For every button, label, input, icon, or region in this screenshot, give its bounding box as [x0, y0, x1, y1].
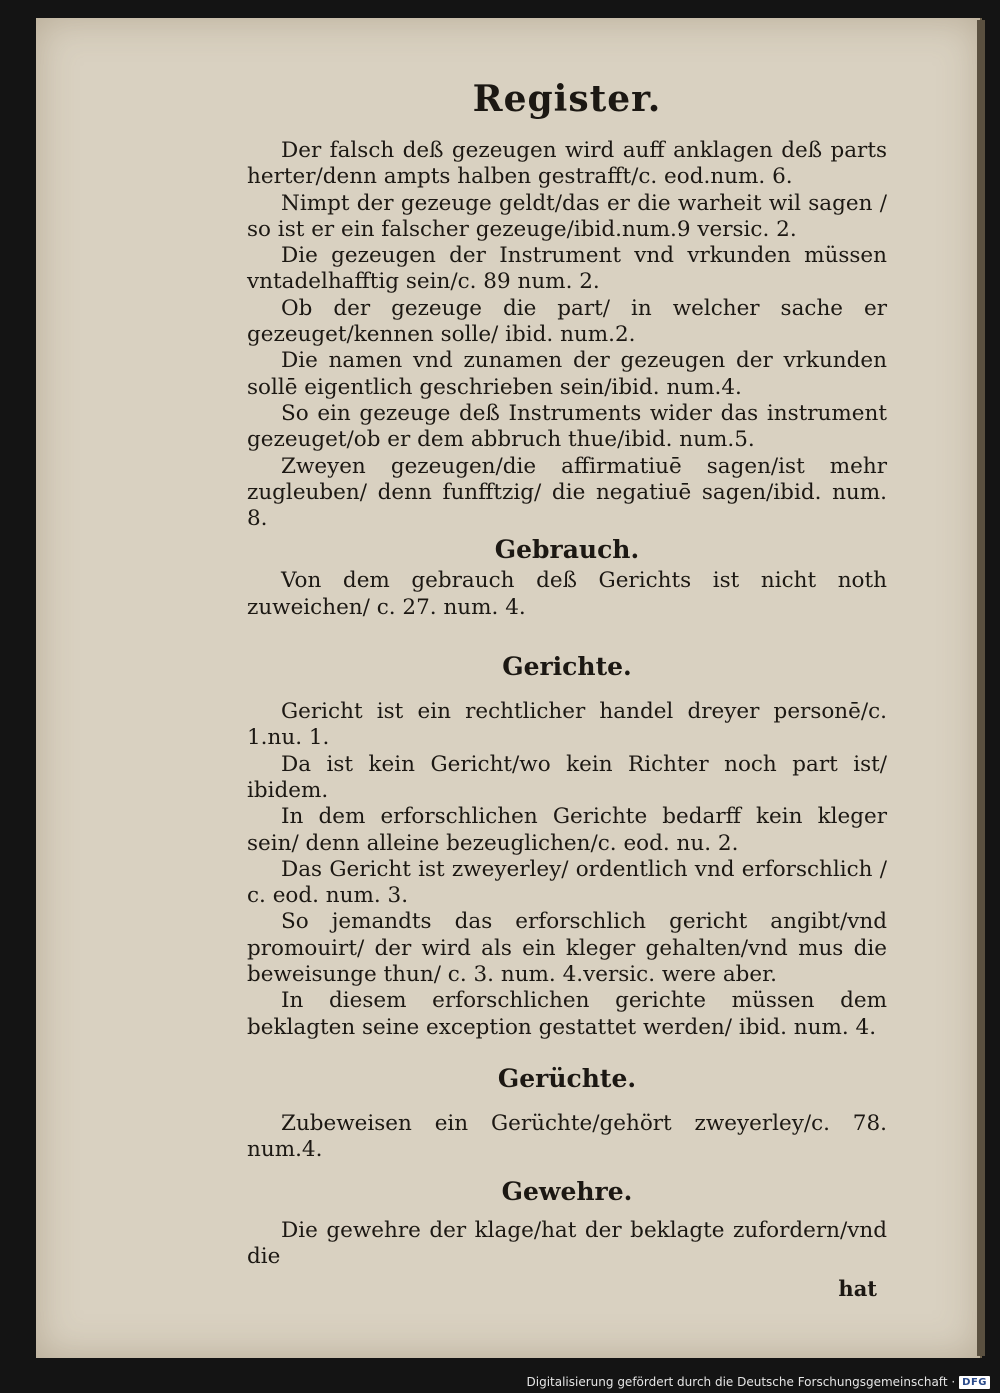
register-entry: Nimpt der gezeuge geldt/das er die warheit wil sagen / so ist er ein falscher gezeuge/ibid.num.9 versic. 2. [247, 190, 887, 242]
catchword: hat [838, 1276, 877, 1302]
register-entry: Der falsch deß gezeugen wird auff anklagen deß parts herter/denn ampts halben gestrafft/c. eod.num. 6. [247, 138, 887, 190]
text-column [247, 72, 887, 1302]
register-entry: So ein gezeuge deß Instruments wider das instrument gezeuget/ob er dem abbruch thue/ibid. num.5. [247, 400, 887, 453]
register-entry: Zubeweisen ein Gerüchte/gehört zweyerley/c. 78. num.4. [247, 1110, 887, 1163]
section-heading-gewehre: Gewehre. [501, 1176, 633, 1206]
register-entry: Gericht ist ein rechtlicher handel dreyer personē/c. 1.nu. 1. [247, 699, 887, 751]
dfg-logo-icon: DFG [959, 1376, 990, 1389]
register-entry: In dem erforschlichen Gerichte bedarff kein kleger sein/ denn alleine bezeuglichen/c. eod. nu. 2. [247, 804, 887, 856]
register-entry: Das Gericht ist zweyerley/ ordentlich vnd erforschlich / c. eod. num. 3. [247, 856, 887, 909]
page-title: Register. [472, 78, 662, 120]
register-entry: Die gewehre der klage/hat der beklagte zufordern/vnd die [247, 1217, 887, 1269]
register-entry: So jemandts das erforschlich gericht angibt/vnd promouirt/ der wird als ein kleger gehalten/vnd mus die beweisunge thun/ c. 3. num. 4.versic. were aber. [247, 909, 887, 988]
register-entry: Von dem gebrauch deß Gerichts ist nicht noth zuweichen/ c. 27. num. 4. [247, 568, 887, 620]
footer-credit [527, 1375, 990, 1389]
section-heading-geruchte: Gerüchte. [497, 1063, 637, 1093]
section-heading-gebrauch: Gebrauch. [494, 535, 640, 565]
footer-text: Digitalisierung gefördert durch die Deutsche Forschungsgemeinschaft · [526, 1375, 956, 1389]
register-entry: Die gezeugen der Instrument vnd vrkunden müssen vntadelhafftig sein/c. 89 num. 2. [247, 243, 887, 295]
section-heading-gerichte: Gerichte. [502, 652, 632, 682]
intro-entries [247, 138, 887, 532]
register-entry: Ob der gezeuge die part/ in welcher sache er gezeuget/kennen solle/ ibid. num.2. [247, 295, 887, 348]
register-entry: In diesem erforschlichen gerichte müssen dem beklagten seine exception gestattet werden/ ibid. num. 4. [247, 988, 887, 1040]
page-edge [977, 20, 985, 1356]
register-entry: Die namen vnd zunamen der gezeugen der vrkunden sollē eigentlich geschrieben sein/ibid. num.4. [247, 348, 887, 400]
register-entry: Zweyen gezeugen/die affirmatiuē sagen/ist mehr zugleuben/ denn funfftzig/ die negatiuē sagen/ibid. num. 8. [247, 453, 887, 532]
register-entry: Da ist kein Gericht/wo kein Richter noch part ist/ ibidem. [247, 751, 887, 803]
